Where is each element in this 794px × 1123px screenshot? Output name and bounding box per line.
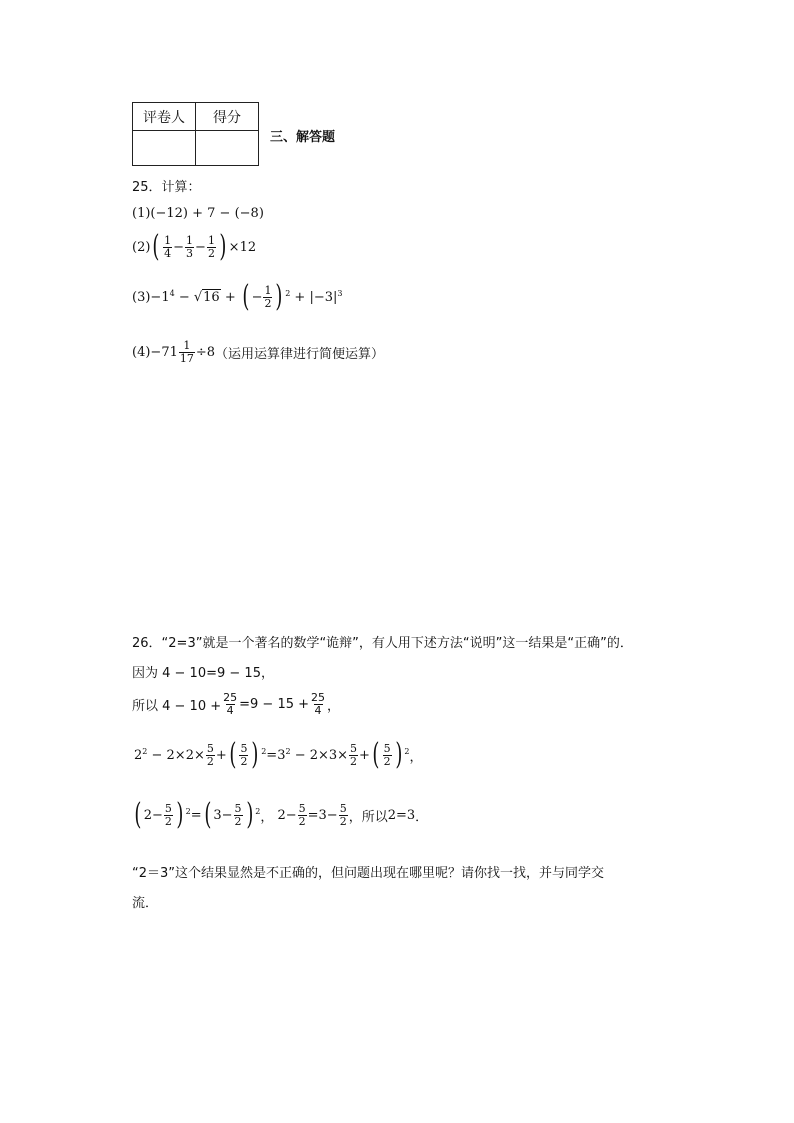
q26-line7: 流．: [132, 896, 159, 911]
q26-line3: 所以 4 − 10 + $\frac{25}{4}$ =9 − 15 + $\frac{25}{4}$ ，: [132, 691, 341, 717]
q26-line1: 26．“2=3”就是一个著名的数学“诡辩”，有人用下述方法“说明”这一结果是“正确”的．: [132, 636, 633, 651]
q26-line4: 2 $^2$ − 2×2× $\frac{5}{2}$ + ( $\frac{5}{2}$ ) $^2$ =3 $^2$ − 2×3× $\frac{5}{2}$ + ( $\frac{5}{2}$ ) $^2$ ，: [134, 737, 423, 772]
q26-line3-prefix: 所以 4 − 10 +: [132, 699, 222, 714]
score-cell: [196, 131, 259, 166]
q25-part1: (1)(−12) + 7 − (−8): [132, 206, 264, 221]
q26-line3-end: ，: [327, 699, 341, 714]
q25-part3-label: (3): [132, 289, 151, 305]
q25-title: 25．计算：: [132, 180, 201, 195]
section-title: 三、解答题: [270, 130, 336, 145]
q25-part4-label: (4): [132, 345, 151, 360]
q26-line2: 因为 4 − 10=9 − 15，: [132, 666, 274, 681]
q25-part2-label: (2): [132, 239, 151, 255]
q25-part4-note: （运用运算律进行简便运算）: [215, 347, 385, 362]
q25-part2-tail: ×12: [228, 239, 257, 255]
q25-part4: (4) −71 $\frac{1}{17}$ ÷8 （运用运算律进行简便运算）: [132, 339, 385, 365]
q25-part2: (2) ( $\frac{1}{4}$ − $\frac{1}{3}$ − $\frac{1}{2}$ ) ×12: [132, 229, 257, 264]
q26-line5: ( 2− $\frac{5}{2}$ ) $^2$ = ( 3− $\frac{5}{2}$ ) $^2$ ， 2− $\frac{5}{2}$ =3− $\frac{5}{2}$ ，所以 2=3 ．: [134, 797, 429, 832]
score-table: [132, 102, 259, 166]
q26-line6: “2＝3”这个结果显然是不正确的，但问题出现在哪里呢？请你找一找，并与同学交: [132, 866, 605, 881]
reviewer-cell: [133, 131, 196, 166]
score-header: 得分: [196, 103, 259, 131]
reviewer-header: 评卷人: [133, 103, 196, 131]
q26-line3-mid: =9 − 15 +: [239, 697, 310, 712]
q25-part3: (3) −1 $^4$ − √ 16 + ( − $\frac{1}{2}$ ) $^2$ + |−3| $^3$: [132, 279, 343, 314]
